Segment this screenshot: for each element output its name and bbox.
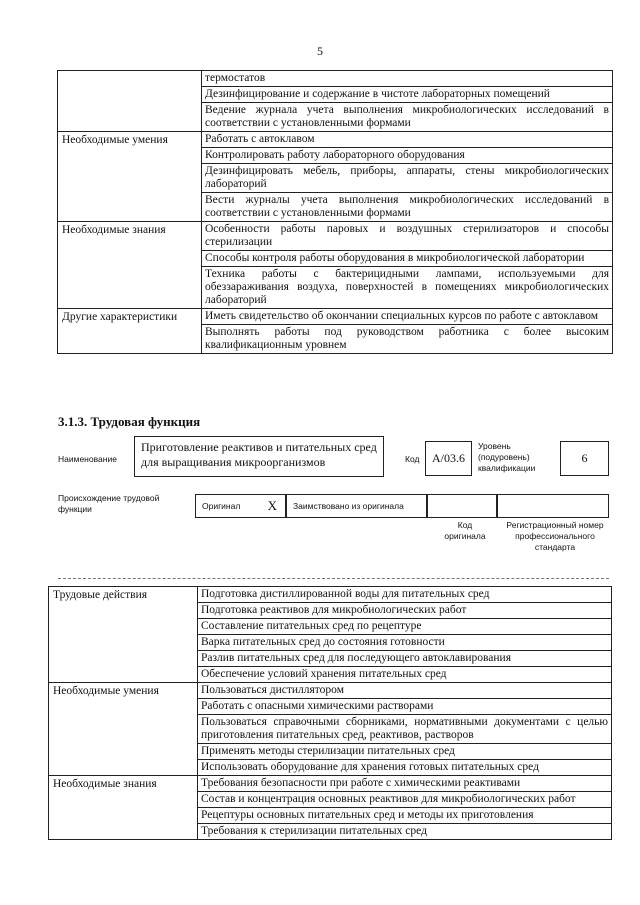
row-group-label: Необходимые умения [49,683,198,776]
requirement-item: Подготовка дистиллированной воды для питательных сред [198,587,612,603]
table-row [58,309,613,325]
code-original-label: Код оригинала [444,520,486,541]
section-title: 3.1.3. Трудовая функция [58,414,201,429]
requirement-item: термостатов [202,71,613,87]
row-group-label: Трудовые действия [49,587,198,683]
reg-number-box [497,494,609,518]
row-group-label: Необходимые знания [49,776,198,840]
requirement-item: Контролировать работу лабораторного оборудования [202,148,613,164]
row-group-label: Необходимые умения [58,132,202,222]
table-row [49,587,612,603]
requirement-item: Обеспечение условий хранения питательных сред [198,667,612,683]
borrowed-box [286,494,427,518]
requirement-item: Состав и концентрация основных реактивов для микробиологических работ [198,792,612,808]
origin-label: Происхождение трудовой функции [58,493,160,514]
requirement-item: Разлив питательных сред для последующего автоклавирования [198,651,612,667]
requirement-item: Пользоваться справочными сборниками, нормативными документами с целью приготовления питательных сред, реактивов, растворов [198,715,612,744]
requirements-table-top [57,70,613,354]
original-label: Оригинал [202,501,241,511]
reg-number-label: Регистрационный номер профессионального стандарта [506,520,604,552]
requirement-item: Рецептуры основных питательных сред и методы их приготовления [198,808,612,824]
table-row [49,683,612,699]
requirement-item: Составление питательных сред по рецептуре [198,619,612,635]
requirement-item: Дезинфицирование и содержание в чистоте лабораторных помещений [202,87,613,103]
row-group-label: Необходимые знания [58,222,202,309]
requirement-item: Вести журналы учета выполнения микробиологических исследований в соответствии с установленными формами [202,193,613,222]
code-original-box [427,494,497,518]
requirement-item: Использовать оборудование для хранения готовых питательных сред [198,760,612,776]
code-label: Код [405,454,420,464]
requirement-item: Техника работы с бактерицидными лампами, используемыми для обеззараживания воздуха, поверхностей в помещениях микробиологических лабораторий [202,267,613,309]
requirement-item: Способы контроля работы оборудования в микробиологической лаборатории [202,251,613,267]
row-group-label: Другие характеристики [58,309,202,354]
name-label: Наименование [58,454,117,464]
requirement-item: Ведение журнала учета выполнения микробиологических исследований в соответствии с установленными формами [202,103,613,132]
requirement-item: Выполнять работы под руководством работника с более высоким квалификационным уровнем [202,325,613,354]
requirement-item: Иметь свидетельство об окончании специальных курсов по работе с автоклавом [202,309,613,325]
requirement-item: Особенности работы паровых и воздушных стерилизаторов и способы стерилизации [202,222,613,251]
original-mark: X [267,498,277,513]
requirement-item: Применять методы стерилизации питательных сред [198,744,612,760]
table-row [49,776,612,792]
code-value-box: A/03.6 [425,441,472,476]
borrowed-label: Заимствовано из оригинала [293,501,404,511]
row-group-label [58,71,202,132]
requirement-item: Подготовка реактивов для микробиологических работ [198,603,612,619]
requirement-item: Дезинфицировать мебель, приборы, аппараты, стены микробиологических лабораторий [202,164,613,193]
requirement-item: Пользоваться дистиллятором [198,683,612,699]
level-label: Уровень (подуровень) квалификации [478,441,536,473]
table-row [58,132,613,148]
requirements-table-bottom [48,586,612,840]
function-name-box: Приготовление реактивов и питательных сред для выращивания микроорганизмов [134,436,384,477]
separator-line [58,578,609,579]
original-box [195,494,286,518]
requirement-item: Требования безопасности при работе с химическими реактивами [198,776,612,792]
level-value-box: 6 [560,441,609,476]
table-row [58,71,613,87]
requirement-item: Работать с опасными химическими растворами [198,699,612,715]
table-row [58,222,613,251]
requirement-item: Варка питательных сред до состояния готовности [198,635,612,651]
requirement-item: Требования к стерилизации питательных сред [198,824,612,840]
requirement-item: Работать с автоклавом [202,132,613,148]
page-number: 5 [317,44,323,58]
